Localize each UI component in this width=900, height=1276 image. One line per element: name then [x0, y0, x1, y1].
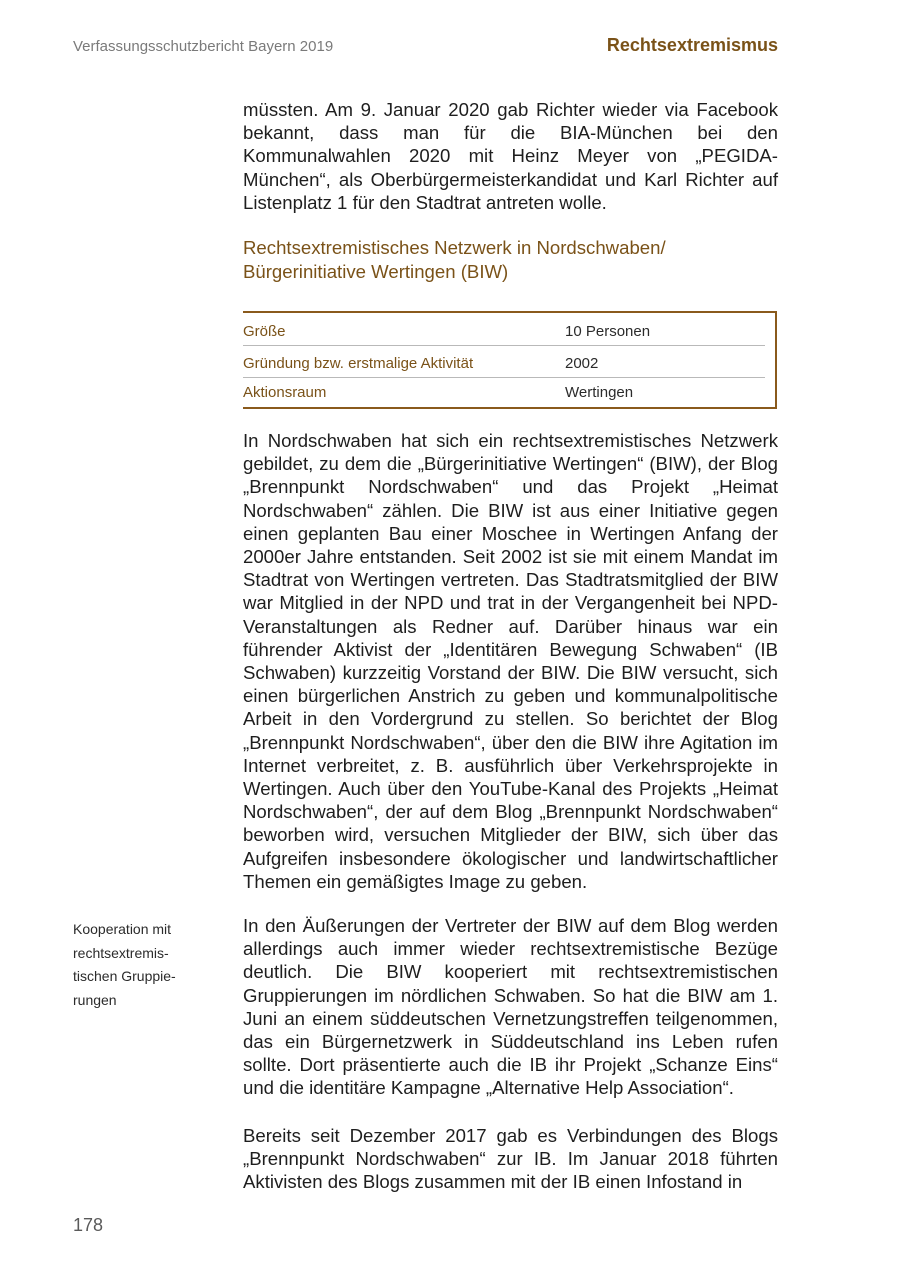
section-heading-line-2: Bürgerinitiative Wertingen (BIW): [243, 261, 509, 282]
intro-paragraph: müssten. Am 9. Januar 2020 gab Richter wieder via Facebook bekannt, dass man für die BIA-München bei den Kommunalwahlen 2020 mit Heinz Meyer von „PEGIDA-München“, als Oberbürgermeisterkandidat und Karl Richter auf Listenplatz 1 für den Stadtrat antreten wolle.: [243, 99, 778, 213]
margin-note-line: rungen: [73, 991, 117, 1008]
page-number: 178: [73, 1215, 104, 1235]
info-value: Wertingen: [565, 384, 634, 401]
table-divider: [243, 345, 765, 346]
body-paragraph-2: In den Äußerungen der Vertreter der BIW auf dem Blog werden allerdings auch immer wieder rechtsextremistische Bezüge deutlich. Die BIW kooperiert mit rechtsextremistischen Gruppierungen im nördlichen Schwaben. So hat die BIW am 1. Juni an einem süddeutschen Vernetzungstreffen teilgenommen, das ein Bürgernetzwerk in Süddeutschland ins Leben rufen sollte. Dort präsentierte auch die IB ihr Projekt „Schanze Eins“ und die identitäre Kampagne „Alternative Help Association“.: [243, 915, 778, 1099]
info-table: [243, 311, 777, 409]
body-paragraph-3: Bereits seit Dezember 2017 gab es Verbindungen des Blogs „Brennpunkt Nordschwaben“ zur IB. Im Januar 2018 führten Aktivisten des Blogs zusammen mit der IB einen Infostand in: [243, 1125, 778, 1193]
running-header-section: Rechtsextremismus: [606, 35, 778, 55]
margin-note-line: Kooperation mit: [73, 921, 172, 937]
info-value: 2002: [565, 355, 599, 372]
margin-note-line: tischen Gruppie-: [73, 968, 176, 984]
info-key: Gründung bzw. erstmalige Aktivität: [243, 355, 474, 372]
info-row-size: [243, 315, 765, 347]
info-key: Aktionsraum: [243, 384, 327, 401]
margin-note-line: rechtsextremis-: [73, 944, 169, 961]
body-paragraph-1: In Nordschwaben hat sich ein rechtsextremistisches Netzwerk gebildet, zu dem die „Bürgerinitiative Wertingen“ (BIW), der Blog „Brennpunkt Nordschwaben“ und das Projekt „Heimat Nordschwaben“ zählen. Die BIW ist aus einer Initiative gegen einen geplanten Bau einer Moschee in Wertingen Anfang der 2000er Jahre entstanden. Seit 2002 ist sie mit einem Mandat im Stadtrat von Wertingen vertreten. Das Stadtratsmitglied der BIW war Mitglied in der NPD und trat in der Vergangenheit bei NPD-Veranstaltungen als Redner auf. Darüber hinaus war ein führender Aktivist der „Identitären Bewegung Schwaben“ (IB Schwaben) kurzzeitig Vorstand der BIW. Die BIW versucht, sich einen bürgerlichen Anstrich zu geben und kommunalpolitische Arbeit in den Vordergrund zu stellen. So berichtet der Blog „Brennpunkt Nordschwaben“, über den die BIW ihre Agitation im Internet verbreitet, z. B. ausführlich über Verkehrsprojekte in Wertingen. Auch über den YouTube-Kanal des Projekts „Heimat Nordschwaben“, der auf dem Blog „Brennpunkt Nordschwaben“ beworben wird, versuchen Mitglieder der BIW, sich über das Aufgreifen insbesondere ökologischer und landwirtschaftlicher Themen ein gemäßigtes Image zu geben.: [243, 430, 778, 892]
running-header-title: Verfassungsschutzbericht Bayern 2019: [73, 38, 334, 55]
info-row-area: [243, 376, 765, 408]
info-row-founding: [243, 347, 765, 379]
margin-note: [73, 918, 208, 1012]
info-key: Größe: [243, 323, 286, 340]
info-value: 10 Personen: [565, 323, 651, 340]
section-heading: [243, 236, 778, 284]
section-heading-line-1: Rechtsextremistisches Netzwerk in Nordschwaben/: [243, 237, 666, 258]
